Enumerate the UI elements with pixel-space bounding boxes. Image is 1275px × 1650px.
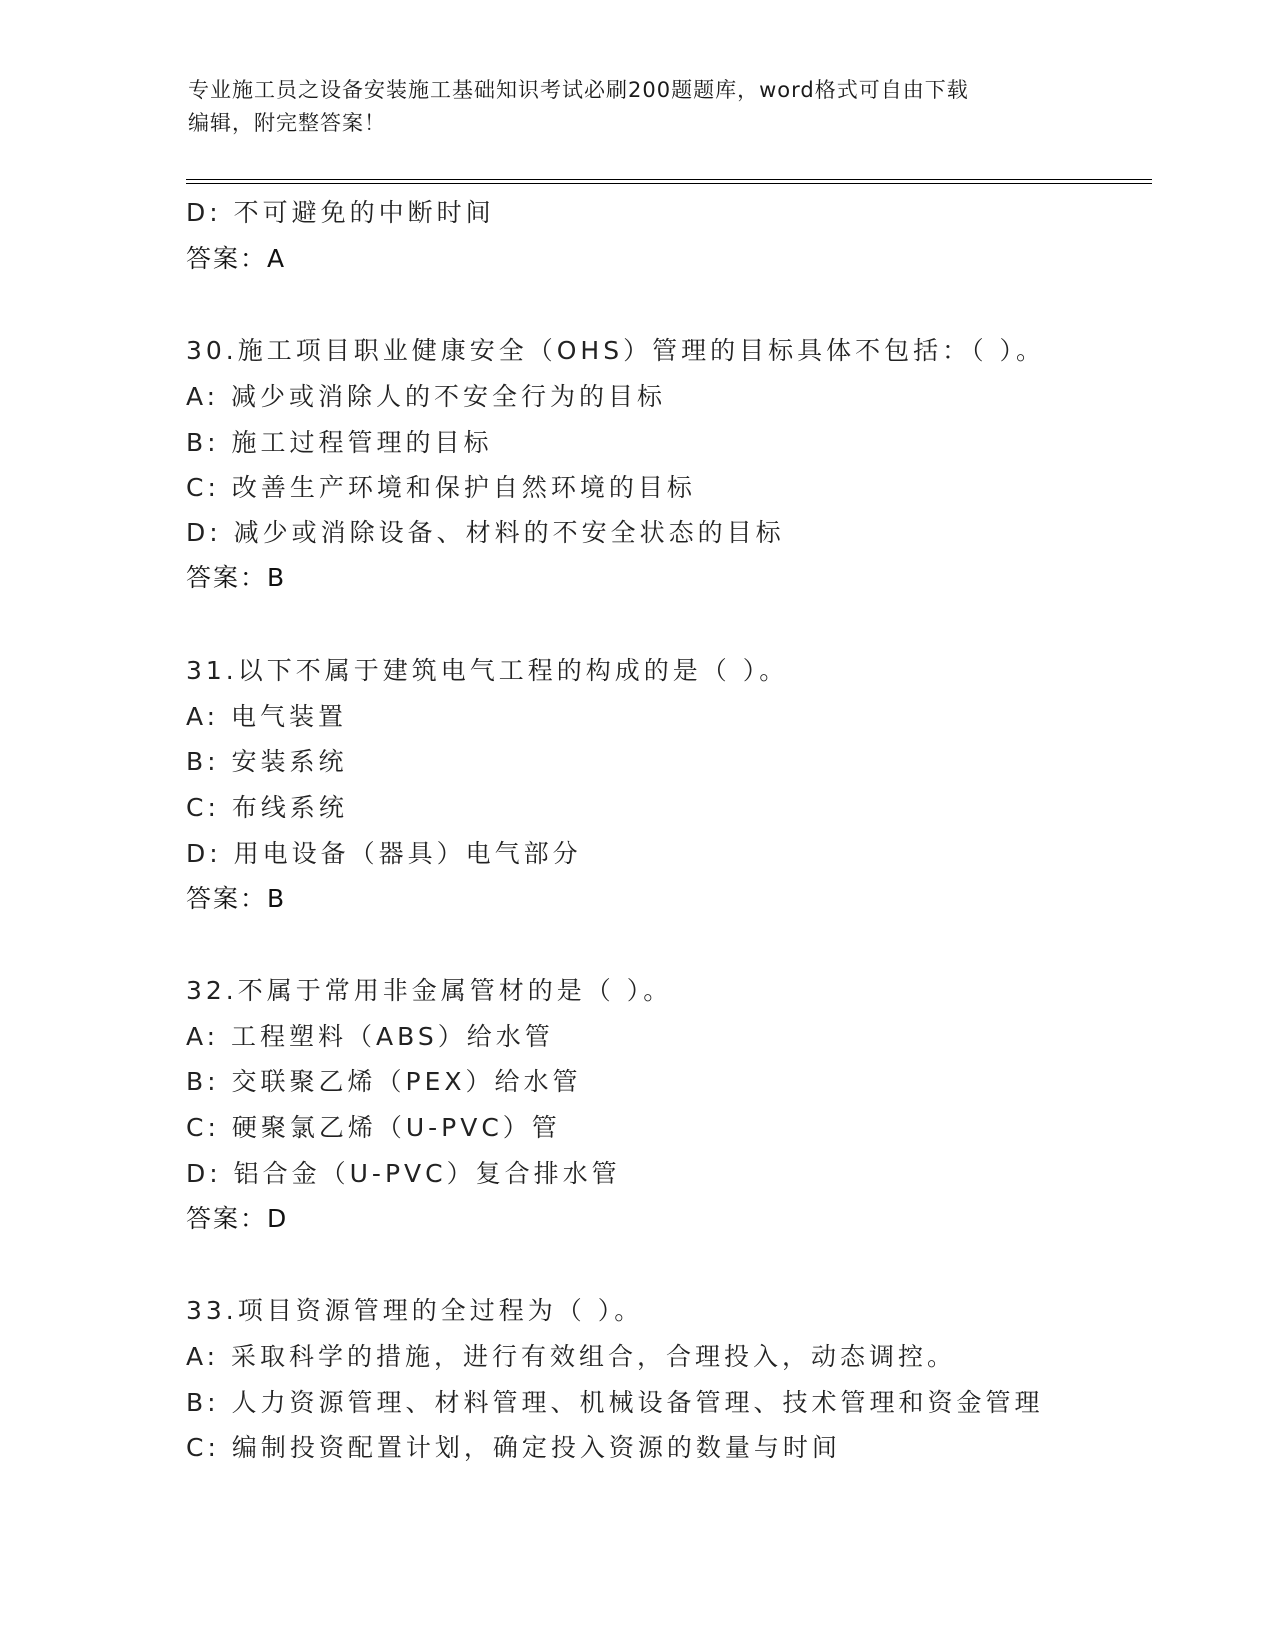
option-c: C: 编制投资配置计划，确定投入资源的数量与时间 [186, 1433, 841, 1462]
header-title-line-2: 编辑，附完整答案！ [188, 111, 386, 135]
option-a: A: 采取科学的措施，进行有效组合，合理投入，动态调控。 [186, 1342, 957, 1371]
option-a: A: 减少或消除人的不安全行为的目标 [186, 382, 667, 411]
option-b: B: 安装系统 [186, 747, 348, 776]
header-divider-bottom [186, 183, 1152, 184]
option-d: D: 减少或消除设备、材料的不安全状态的目标 [186, 518, 785, 547]
option-a: A: 电气装置 [186, 702, 348, 731]
question-31: 31.以下不属于建筑电气工程的构成的是（ ）。 [186, 656, 789, 685]
answer: 答案：B [186, 563, 287, 592]
option-b: B: 交联聚乙烯（PEX）给水管 [186, 1067, 582, 1096]
option-d: D: 铝合金（U-PVC）复合排水管 [186, 1159, 621, 1188]
header-title-line-1: 专业施工员之设备安装施工基础知识考试必刷200题题库，word格式可自由下载 [188, 78, 969, 102]
answer: 答案：B [186, 884, 287, 913]
option-c: C: 布线系统 [186, 793, 348, 822]
option-c: C: 硬聚氯乙烯（U-PVC）管 [186, 1113, 561, 1142]
answer: 答案：D [186, 1204, 289, 1233]
option-b: B: 人力资源管理、材料管理、机械设备管理、技术管理和资金管理 [186, 1388, 1044, 1417]
document-header [188, 74, 1088, 140]
question-32: 32.不属于常用非金属管材的是（ ）。 [186, 976, 673, 1005]
option-c: C: 改善生产环境和保护自然环境的目标 [186, 473, 696, 502]
option-b: B: 施工过程管理的目标 [186, 428, 493, 457]
option-d: D: 用电设备（器具）电气部分 [186, 839, 582, 868]
header-divider-top [186, 179, 1152, 180]
option-a: A: 工程塑料（ABS）给水管 [186, 1022, 554, 1051]
option-d: D: 不可避免的中断时间 [186, 198, 495, 227]
answer: 答案：A [186, 244, 287, 273]
question-33: 33.项目资源管理的全过程为（ ）。 [186, 1296, 644, 1325]
question-30: 30.施工项目职业健康安全（OHS）管理的目标具体不包括：（ ）。 [186, 336, 1046, 365]
